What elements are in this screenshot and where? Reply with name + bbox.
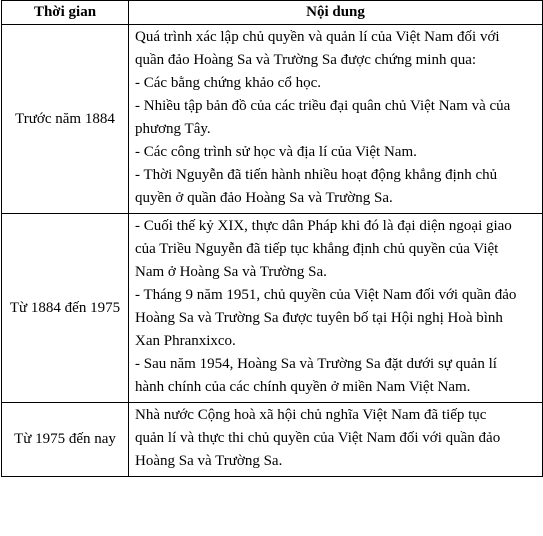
table-row	[2, 214, 543, 403]
content-cell	[129, 403, 543, 477]
content-line: hành chính của các chính quyền ở miền Nam Việt Nam.	[135, 379, 471, 395]
period-cell: Từ 1884 đến 1975	[2, 214, 129, 403]
content-line: Nhà nước Cộng hoà xã hội chủ nghĩa Việt Nam đã tiếp tục	[135, 407, 487, 423]
content-line: - Các bằng chứng khảo cổ học.	[135, 75, 321, 91]
content-line: quần đảo Hoàng Sa và Trường Sa được chứng minh qua:	[135, 52, 477, 68]
table-row	[2, 403, 543, 477]
history-table	[1, 0, 543, 477]
content-line: - Nhiều tập bản đồ của các triều đại quân chủ Việt Nam và của	[135, 98, 511, 114]
content-line: - Thời Nguyễn đã tiến hành nhiều hoạt động khẳng định chủ	[135, 167, 498, 183]
table-row	[2, 25, 543, 214]
content-cell	[129, 214, 543, 403]
content-line: Quá trình xác lập chủ quyền và quản lí của Việt Nam đối với	[135, 29, 500, 45]
content-cell	[129, 25, 543, 214]
content-line: - Sau năm 1954, Hoàng Sa và Trường Sa đặt dưới sự quản lí	[135, 356, 497, 372]
header-row	[2, 1, 543, 25]
content-line: - Các công trình sử học và địa lí của Việt Nam.	[135, 144, 417, 160]
content-line: Hoàng Sa và Trường Sa.	[135, 453, 283, 469]
content-line: Hoàng Sa và Trường Sa được tuyên bố tại Hội nghị Hoà bình	[135, 310, 503, 326]
content-line: quyền ở quần đảo Hoàng Sa và Trường Sa.	[135, 190, 393, 206]
content-line: - Tháng 9 năm 1951, chủ quyền của Việt Nam đối với quần đảo	[135, 287, 517, 303]
period-cell: Trước năm 1884	[2, 25, 129, 214]
period-cell: Từ 1975 đến nay	[2, 403, 129, 477]
content-line: Xan Phranxixco.	[135, 333, 236, 349]
content-line: phương Tây.	[135, 121, 211, 137]
content-line: Nam ở Hoàng Sa và Trường Sa.	[135, 264, 327, 280]
content-line: của Triều Nguyễn đã tiếp tục khẳng định chủ quyền của Việt	[135, 241, 499, 257]
header-period: Thời gian	[2, 1, 129, 25]
content-line: quản lí và thực thi chủ quyền của Việt Nam đối với quần đảo	[135, 430, 501, 446]
header-content: Nội dung	[129, 1, 543, 25]
content-line: - Cuối thế kỷ XIX, thực dân Pháp khi đó là đại diện ngoại giao	[135, 218, 512, 234]
